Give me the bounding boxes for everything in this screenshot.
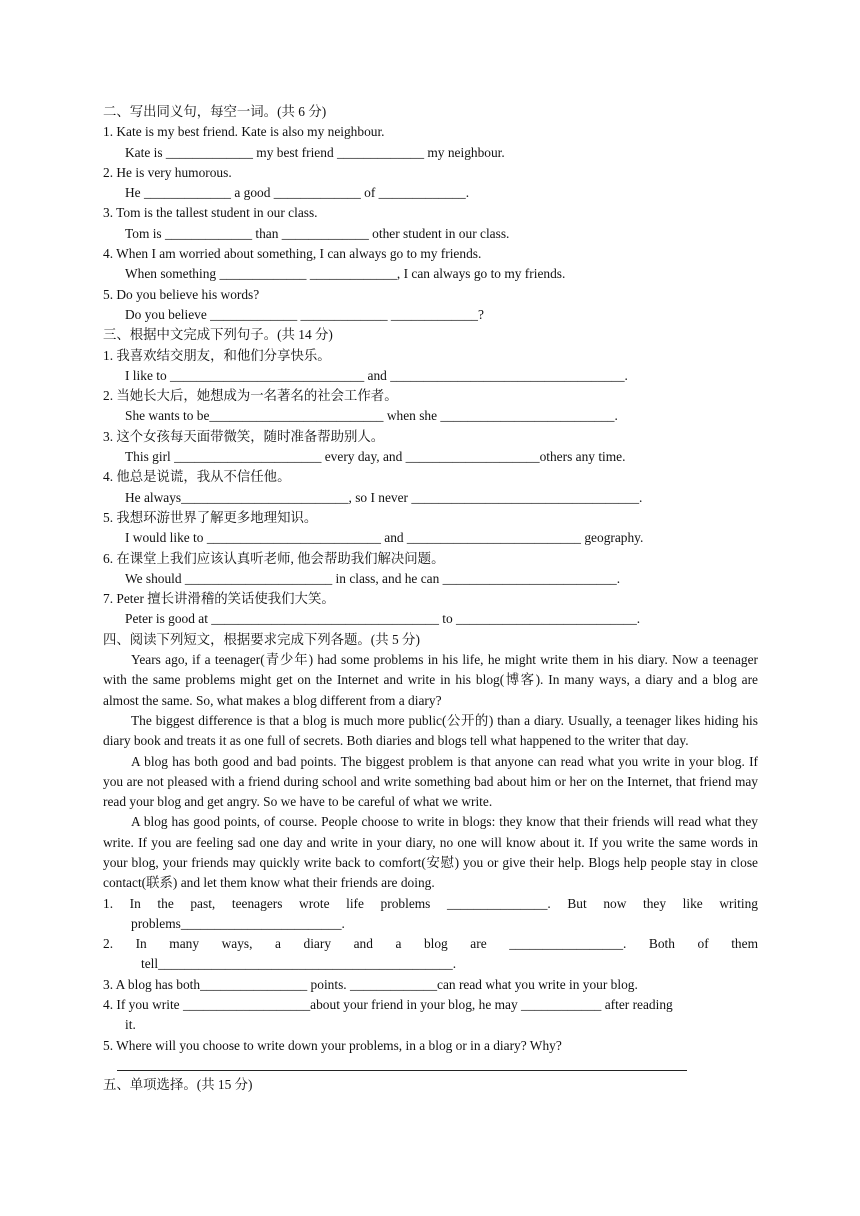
section-4-title: 四、阅读下列短文，根据要求完成下列各题。(共 5 分)	[103, 631, 420, 647]
section-3-title: 三、根据中文完成下列句子。(共 14 分)	[103, 327, 333, 343]
question-text: 2. 当她长大后，她想成为一名著名的社会工作者。	[103, 388, 398, 404]
answer-line: Peter is good at __________________________________ to ___________________________.	[125, 611, 641, 627]
answer-line: I would like to __________________________ and __________________________ geography.	[125, 530, 644, 546]
answer-line: Tom is _____________ than _____________ other student in our class.	[125, 225, 510, 241]
answer-line: We should ______________________ in class, and he can __________________________.	[125, 570, 621, 586]
question-text: 2. In many ways, a diary and a blog are _________________. Both of them	[103, 936, 758, 952]
question-text: 5. 我想环游世界了解更多地理知识。	[103, 509, 318, 525]
question-text: 3. A blog has both________________ points. _____________can read what you write in your blog.	[103, 976, 638, 992]
passage-paragraph: A blog has both good and bad points. The biggest problem is that anyone can read what you write in your blog. If you are not pleased with a friend during school and write something bad about him or her on the Internet, that friend may read your blog and get angry. So we have to be careful of what we write.	[103, 753, 758, 810]
question-text: 3. Tom is the tallest student in our class.	[103, 205, 318, 221]
question-text: 3. 这个女孩每天面带微笑，随时准备帮助别人。	[103, 428, 385, 444]
question-text: 5. Do you believe his words?	[103, 286, 260, 302]
answer-line: He always_________________________, so I never __________________________________.	[125, 489, 643, 505]
question-text: 1. 我喜欢结交朋友，和他们分享快乐。	[103, 347, 331, 363]
question-continuation: tell____________________________________________.	[141, 956, 457, 972]
question-text: 4. When I am worried about something, I can always go to my friends.	[103, 246, 482, 262]
question-text: 6. 在课堂上我们应该认真听老师, 他会帮助我们解决问题。	[103, 550, 445, 566]
answer-line: When something _____________ _____________, I can always go to my friends.	[125, 266, 566, 282]
answer-rule	[117, 1056, 687, 1071]
question-text: 5. Where will you choose to write down your problems, in a blog or in a diary? Why?	[103, 1037, 562, 1053]
answer-line: I like to _____________________________ and ___________________________________.	[125, 367, 628, 383]
reading-questions	[103, 894, 758, 1071]
passage-paragraph: The biggest difference is that a blog is much more public(公开的) than a diary. Usually, a teenager likes hiding his diary book and treats it as one full of secrets. Both diaries and blogs tell what happened to the writer that day.	[103, 712, 758, 749]
worksheet-page	[103, 102, 758, 1095]
answer-line: Do you believe _____________ _____________ _____________?	[125, 306, 484, 322]
section-3-items	[103, 346, 758, 630]
question-text: 4. 他总是说谎，我从不信任他。	[103, 469, 291, 485]
passage-paragraph: Years ago, if a teenager(青少年) had some problems in his life, he might write them in his diary. Now a teenager with the same problems might get on the Internet and write in his blog(博客). In many ways, a diary and a blog are almost the same. So, what makes a blog different from a diary?	[103, 652, 758, 708]
passage-paragraph: A blog has good points, of course. People choose to write in blogs: they know that their friends will read what they write. If you are feeling sad one day and write in your diary, no one will know about it. If you write the same words in your blog, your friends may quickly write back to comfort(安慰) you or give their help. Blogs help people stay in close contact(联系) and let them know what their friends are doing.	[103, 814, 758, 891]
question-text: 7. Peter 擅长讲滑稽的笑话使我们大笑。	[103, 591, 335, 607]
answer-line: This girl ______________________ every day, and ____________________others any time.	[125, 449, 626, 465]
section-2-title: 二、写出同义句，每空一词。(共 6 分)	[103, 104, 327, 119]
question-text: 4. If you write ___________________about your friend in your blog, he may ____________ after reading	[103, 997, 673, 1013]
question-text: 2. He is very humorous.	[103, 164, 232, 180]
answer-line: He _____________ a good _____________ of _____________.	[125, 185, 470, 201]
answer-line: Kate is _____________ my best friend _____________ my neighbour.	[125, 144, 505, 160]
section-2-items	[103, 122, 758, 325]
question-continuation: it.	[125, 1017, 136, 1033]
reading-passage	[103, 650, 758, 894]
question-text: 1. Kate is my best friend. Kate is also my neighbour.	[103, 124, 385, 140]
question-text: 1. In the past, teenagers wrote life problems _______________. But now they like writing	[103, 895, 758, 911]
section-5-title: 五、单项选择。(共 15 分)	[103, 1076, 253, 1092]
question-continuation: problems________________________.	[131, 915, 345, 931]
answer-line: She wants to be__________________________ when she __________________________.	[125, 408, 618, 424]
